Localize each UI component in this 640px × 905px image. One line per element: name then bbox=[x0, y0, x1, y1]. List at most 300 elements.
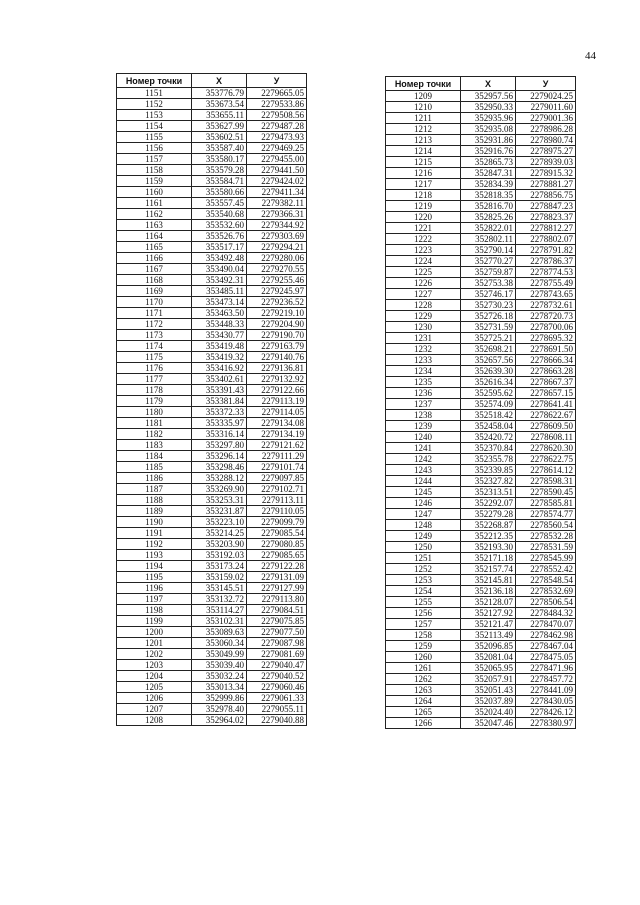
table-row bbox=[386, 157, 576, 168]
y-cell: 2278545.99 bbox=[516, 553, 576, 564]
page-number: 44 bbox=[585, 50, 596, 62]
point-number-cell: 1196 bbox=[117, 583, 192, 594]
x-cell: 353159.02 bbox=[192, 572, 247, 583]
y-cell: 2279127.99 bbox=[247, 583, 307, 594]
table-row bbox=[117, 462, 307, 473]
point-number-cell: 1257 bbox=[386, 619, 461, 630]
table-row bbox=[386, 190, 576, 201]
x-cell: 352802.11 bbox=[461, 234, 516, 245]
x-cell: 352096.85 bbox=[461, 641, 516, 652]
table-row bbox=[117, 429, 307, 440]
x-cell: 352037.89 bbox=[461, 696, 516, 707]
table-row bbox=[386, 113, 576, 124]
point-number-cell: 1212 bbox=[386, 124, 461, 135]
x-cell: 353039.40 bbox=[192, 660, 247, 671]
table-row bbox=[117, 253, 307, 264]
y-cell: 2279190.70 bbox=[247, 330, 307, 341]
table-row bbox=[386, 663, 576, 674]
x-cell: 352816.70 bbox=[461, 201, 516, 212]
y-cell: 2279236.52 bbox=[247, 297, 307, 308]
x-cell: 353372.33 bbox=[192, 407, 247, 418]
x-cell: 353296.14 bbox=[192, 451, 247, 462]
x-cell: 352818.35 bbox=[461, 190, 516, 201]
y-cell: 2278812.27 bbox=[516, 223, 576, 234]
table-row bbox=[386, 168, 576, 179]
x-cell: 353419.32 bbox=[192, 352, 247, 363]
y-cell: 2278975.27 bbox=[516, 146, 576, 157]
point-number-cell: 1266 bbox=[386, 718, 461, 729]
x-cell: 353776.79 bbox=[192, 88, 247, 99]
x-cell: 353673.54 bbox=[192, 99, 247, 110]
table-header-row bbox=[386, 77, 576, 91]
x-cell: 352978.40 bbox=[192, 704, 247, 715]
table-row bbox=[117, 506, 307, 517]
point-number-cell: 1188 bbox=[117, 495, 192, 506]
table-row bbox=[386, 432, 576, 443]
table-row bbox=[386, 212, 576, 223]
table-row bbox=[117, 473, 307, 484]
table-row bbox=[117, 99, 307, 110]
point-number-cell: 1245 bbox=[386, 487, 461, 498]
point-number-cell: 1262 bbox=[386, 674, 461, 685]
x-cell: 353587.40 bbox=[192, 143, 247, 154]
table-row bbox=[117, 143, 307, 154]
x-cell: 352136.18 bbox=[461, 586, 516, 597]
y-cell: 2279101.74 bbox=[247, 462, 307, 473]
point-number-cell: 1205 bbox=[117, 682, 192, 693]
table-row bbox=[386, 201, 576, 212]
y-cell: 2278552.42 bbox=[516, 564, 576, 575]
point-number-cell: 1221 bbox=[386, 223, 461, 234]
x-cell: 352935.96 bbox=[461, 113, 516, 124]
x-cell: 353013.34 bbox=[192, 682, 247, 693]
header-point-number: Номер точки bbox=[386, 77, 461, 91]
y-cell: 2279114.05 bbox=[247, 407, 307, 418]
table-row bbox=[117, 583, 307, 594]
point-number-cell: 1160 bbox=[117, 187, 192, 198]
x-cell: 353288.12 bbox=[192, 473, 247, 484]
point-number-cell: 1204 bbox=[117, 671, 192, 682]
point-number-cell: 1157 bbox=[117, 154, 192, 165]
y-cell: 2278590.45 bbox=[516, 487, 576, 498]
point-number-cell: 1162 bbox=[117, 209, 192, 220]
table-row bbox=[386, 707, 576, 718]
x-cell: 353253.31 bbox=[192, 495, 247, 506]
table-row bbox=[386, 245, 576, 256]
point-number-cell: 1187 bbox=[117, 484, 192, 495]
x-cell: 353203.90 bbox=[192, 539, 247, 550]
y-cell: 2278622.75 bbox=[516, 454, 576, 465]
table-row bbox=[386, 696, 576, 707]
x-cell: 352157.74 bbox=[461, 564, 516, 575]
x-cell: 353602.51 bbox=[192, 132, 247, 143]
y-cell: 2279469.25 bbox=[247, 143, 307, 154]
point-number-cell: 1261 bbox=[386, 663, 461, 674]
point-number-cell: 1191 bbox=[117, 528, 192, 539]
y-cell: 2279366.31 bbox=[247, 209, 307, 220]
y-cell: 2279533.86 bbox=[247, 99, 307, 110]
x-cell: 352964.02 bbox=[192, 715, 247, 726]
y-cell: 2279280.06 bbox=[247, 253, 307, 264]
point-number-cell: 1201 bbox=[117, 638, 192, 649]
x-cell: 353402.61 bbox=[192, 374, 247, 385]
y-cell: 2278881.27 bbox=[516, 179, 576, 190]
table-row bbox=[386, 718, 576, 729]
y-cell: 2279255.46 bbox=[247, 275, 307, 286]
x-cell: 352595.62 bbox=[461, 388, 516, 399]
point-number-cell: 1246 bbox=[386, 498, 461, 509]
point-number-cell: 1174 bbox=[117, 341, 192, 352]
table-row bbox=[117, 319, 307, 330]
point-number-cell: 1206 bbox=[117, 693, 192, 704]
table-row bbox=[117, 286, 307, 297]
table-row bbox=[117, 704, 307, 715]
point-number-cell: 1242 bbox=[386, 454, 461, 465]
table-row bbox=[117, 396, 307, 407]
y-cell: 2278470.07 bbox=[516, 619, 576, 630]
table-row bbox=[386, 630, 576, 641]
table-row bbox=[386, 102, 576, 113]
point-number-cell: 1241 bbox=[386, 443, 461, 454]
x-cell: 352847.31 bbox=[461, 168, 516, 179]
table-row bbox=[117, 484, 307, 495]
table-row bbox=[386, 91, 576, 102]
y-cell: 2278484.32 bbox=[516, 608, 576, 619]
point-number-cell: 1256 bbox=[386, 608, 461, 619]
x-cell: 353114.27 bbox=[192, 605, 247, 616]
x-cell: 352268.87 bbox=[461, 520, 516, 531]
y-cell: 2278548.54 bbox=[516, 575, 576, 586]
x-cell: 352292.07 bbox=[461, 498, 516, 509]
coordinates-table-right bbox=[385, 76, 576, 729]
x-cell: 353532.60 bbox=[192, 220, 247, 231]
header-x: X bbox=[192, 74, 247, 88]
x-cell: 352420.72 bbox=[461, 432, 516, 443]
point-number-cell: 1229 bbox=[386, 311, 461, 322]
x-cell: 353032.24 bbox=[192, 671, 247, 682]
table-row bbox=[117, 231, 307, 242]
point-number-cell: 1248 bbox=[386, 520, 461, 531]
point-number-cell: 1171 bbox=[117, 308, 192, 319]
y-cell: 2279085.54 bbox=[247, 528, 307, 539]
table-row bbox=[386, 311, 576, 322]
point-number-cell: 1184 bbox=[117, 451, 192, 462]
table-row bbox=[117, 550, 307, 561]
y-cell: 2278939.03 bbox=[516, 157, 576, 168]
table-row bbox=[117, 209, 307, 220]
point-number-cell: 1159 bbox=[117, 176, 192, 187]
x-cell: 353049.99 bbox=[192, 649, 247, 660]
y-cell: 2279113.19 bbox=[247, 396, 307, 407]
x-cell: 352657.56 bbox=[461, 355, 516, 366]
x-cell: 353381.84 bbox=[192, 396, 247, 407]
point-number-cell: 1209 bbox=[386, 91, 461, 102]
x-cell: 352822.01 bbox=[461, 223, 516, 234]
x-cell: 352726.18 bbox=[461, 311, 516, 322]
y-cell: 2279131.09 bbox=[247, 572, 307, 583]
point-number-cell: 1260 bbox=[386, 652, 461, 663]
x-cell: 353584.71 bbox=[192, 176, 247, 187]
x-cell: 353492.48 bbox=[192, 253, 247, 264]
table-row bbox=[117, 264, 307, 275]
y-cell: 2279011.60 bbox=[516, 102, 576, 113]
table-row bbox=[117, 187, 307, 198]
x-cell: 353102.31 bbox=[192, 616, 247, 627]
x-cell: 352127.92 bbox=[461, 608, 516, 619]
y-cell: 2279080.85 bbox=[247, 539, 307, 550]
y-cell: 2278475.05 bbox=[516, 652, 576, 663]
table-row bbox=[117, 220, 307, 231]
y-cell: 2278574.77 bbox=[516, 509, 576, 520]
table-row bbox=[117, 649, 307, 660]
table-row bbox=[386, 465, 576, 476]
point-number-cell: 1176 bbox=[117, 363, 192, 374]
x-cell: 353627.99 bbox=[192, 121, 247, 132]
x-cell: 352121.47 bbox=[461, 619, 516, 630]
point-number-cell: 1195 bbox=[117, 572, 192, 583]
y-cell: 2278802.07 bbox=[516, 234, 576, 245]
x-cell: 353269.90 bbox=[192, 484, 247, 495]
y-cell: 2278426.12 bbox=[516, 707, 576, 718]
x-cell: 353580.66 bbox=[192, 187, 247, 198]
x-cell: 352935.08 bbox=[461, 124, 516, 135]
x-cell: 352746.17 bbox=[461, 289, 516, 300]
point-number-cell: 1167 bbox=[117, 264, 192, 275]
y-cell: 2279487.28 bbox=[247, 121, 307, 132]
y-cell: 2279111.29 bbox=[247, 451, 307, 462]
point-number-cell: 1219 bbox=[386, 201, 461, 212]
y-cell: 2279245.97 bbox=[247, 286, 307, 297]
point-number-cell: 1190 bbox=[117, 517, 192, 528]
x-cell: 352081.04 bbox=[461, 652, 516, 663]
x-cell: 353526.76 bbox=[192, 231, 247, 242]
table-row bbox=[386, 553, 576, 564]
table-header-row bbox=[117, 74, 307, 88]
x-cell: 352725.21 bbox=[461, 333, 516, 344]
x-cell: 353145.51 bbox=[192, 583, 247, 594]
table-row bbox=[117, 363, 307, 374]
point-number-cell: 1155 bbox=[117, 132, 192, 143]
y-cell: 2278608.11 bbox=[516, 432, 576, 443]
table-row bbox=[386, 322, 576, 333]
point-number-cell: 1240 bbox=[386, 432, 461, 443]
table-row bbox=[117, 671, 307, 682]
point-number-cell: 1224 bbox=[386, 256, 461, 267]
y-cell: 2278620.30 bbox=[516, 443, 576, 454]
coordinates-table-left bbox=[116, 73, 307, 726]
table-row bbox=[386, 234, 576, 245]
y-cell: 2278823.37 bbox=[516, 212, 576, 223]
table-row bbox=[117, 308, 307, 319]
point-number-cell: 1151 bbox=[117, 88, 192, 99]
table-row bbox=[117, 132, 307, 143]
table-row bbox=[386, 498, 576, 509]
y-cell: 2278755.49 bbox=[516, 278, 576, 289]
point-number-cell: 1178 bbox=[117, 385, 192, 396]
table-row bbox=[117, 407, 307, 418]
point-number-cell: 1225 bbox=[386, 267, 461, 278]
x-cell: 352730.23 bbox=[461, 300, 516, 311]
x-cell: 352639.30 bbox=[461, 366, 516, 377]
point-number-cell: 1216 bbox=[386, 168, 461, 179]
y-cell: 2278471.96 bbox=[516, 663, 576, 674]
y-cell: 2279060.46 bbox=[247, 682, 307, 693]
x-cell: 352355.78 bbox=[461, 454, 516, 465]
y-cell: 2278585.81 bbox=[516, 498, 576, 509]
table-row bbox=[386, 124, 576, 135]
point-number-cell: 1210 bbox=[386, 102, 461, 113]
x-cell: 353223.10 bbox=[192, 517, 247, 528]
point-number-cell: 1198 bbox=[117, 605, 192, 616]
table-row bbox=[386, 476, 576, 487]
table-row bbox=[117, 385, 307, 396]
table-row bbox=[386, 300, 576, 311]
y-cell: 2279102.71 bbox=[247, 484, 307, 495]
table-row bbox=[117, 528, 307, 539]
y-cell: 2279024.25 bbox=[516, 91, 576, 102]
y-cell: 2278457.72 bbox=[516, 674, 576, 685]
table-row bbox=[117, 374, 307, 385]
x-cell: 352518.42 bbox=[461, 410, 516, 421]
point-number-cell: 1185 bbox=[117, 462, 192, 473]
point-number-cell: 1220 bbox=[386, 212, 461, 223]
x-cell: 352193.30 bbox=[461, 542, 516, 553]
y-cell: 2279099.79 bbox=[247, 517, 307, 528]
x-cell: 353430.77 bbox=[192, 330, 247, 341]
y-cell: 2279270.55 bbox=[247, 264, 307, 275]
y-cell: 2278609.50 bbox=[516, 421, 576, 432]
table-row bbox=[117, 154, 307, 165]
y-cell: 2279077.50 bbox=[247, 627, 307, 638]
point-number-cell: 1217 bbox=[386, 179, 461, 190]
point-number-cell: 1231 bbox=[386, 333, 461, 344]
table-row bbox=[117, 341, 307, 352]
table-row bbox=[117, 605, 307, 616]
y-cell: 2278695.32 bbox=[516, 333, 576, 344]
point-number-cell: 1175 bbox=[117, 352, 192, 363]
y-cell: 2279134.19 bbox=[247, 429, 307, 440]
x-cell: 353419.48 bbox=[192, 341, 247, 352]
y-cell: 2279219.10 bbox=[247, 308, 307, 319]
y-cell: 2279055.11 bbox=[247, 704, 307, 715]
x-cell: 353089.63 bbox=[192, 627, 247, 638]
x-cell: 352065.95 bbox=[461, 663, 516, 674]
y-cell: 2279132.92 bbox=[247, 374, 307, 385]
table-row bbox=[386, 278, 576, 289]
table-row bbox=[386, 509, 576, 520]
y-cell: 2278791.82 bbox=[516, 245, 576, 256]
y-cell: 2278915.32 bbox=[516, 168, 576, 179]
y-cell: 2279122.66 bbox=[247, 385, 307, 396]
y-cell: 2279040.47 bbox=[247, 660, 307, 671]
table-row bbox=[117, 660, 307, 671]
x-cell: 352047.46 bbox=[461, 718, 516, 729]
table-row bbox=[386, 586, 576, 597]
point-number-cell: 1161 bbox=[117, 198, 192, 209]
y-cell: 2279134.08 bbox=[247, 418, 307, 429]
y-cell: 2279121.62 bbox=[247, 440, 307, 451]
x-cell: 353517.17 bbox=[192, 242, 247, 253]
table-row bbox=[117, 616, 307, 627]
table-row bbox=[117, 275, 307, 286]
table-row bbox=[117, 440, 307, 451]
point-number-cell: 1227 bbox=[386, 289, 461, 300]
point-number-cell: 1235 bbox=[386, 377, 461, 388]
table-row bbox=[386, 355, 576, 366]
point-number-cell: 1153 bbox=[117, 110, 192, 121]
table-row bbox=[117, 715, 307, 726]
table-row bbox=[117, 165, 307, 176]
table-row bbox=[386, 520, 576, 531]
y-cell: 2279136.81 bbox=[247, 363, 307, 374]
x-cell: 352916.76 bbox=[461, 146, 516, 157]
y-cell: 2279040.52 bbox=[247, 671, 307, 682]
x-cell: 352834.39 bbox=[461, 179, 516, 190]
header-y: У bbox=[247, 74, 307, 88]
point-number-cell: 1252 bbox=[386, 564, 461, 575]
point-number-cell: 1250 bbox=[386, 542, 461, 553]
point-number-cell: 1208 bbox=[117, 715, 192, 726]
point-number-cell: 1254 bbox=[386, 586, 461, 597]
point-number-cell: 1172 bbox=[117, 319, 192, 330]
y-cell: 2279081.69 bbox=[247, 649, 307, 660]
point-number-cell: 1203 bbox=[117, 660, 192, 671]
table-row bbox=[386, 619, 576, 630]
y-cell: 2279508.56 bbox=[247, 110, 307, 121]
table-row bbox=[386, 454, 576, 465]
y-cell: 2278531.59 bbox=[516, 542, 576, 553]
point-number-cell: 1163 bbox=[117, 220, 192, 231]
y-cell: 2279441.50 bbox=[247, 165, 307, 176]
x-cell: 352999.86 bbox=[192, 693, 247, 704]
x-cell: 353132.72 bbox=[192, 594, 247, 605]
y-cell: 2279163.79 bbox=[247, 341, 307, 352]
point-number-cell: 1193 bbox=[117, 550, 192, 561]
table-row bbox=[386, 289, 576, 300]
x-cell: 352957.56 bbox=[461, 91, 516, 102]
table-row bbox=[117, 418, 307, 429]
y-cell: 2278441.09 bbox=[516, 685, 576, 696]
x-cell: 352024.40 bbox=[461, 707, 516, 718]
y-cell: 2279424.02 bbox=[247, 176, 307, 187]
y-cell: 2278598.31 bbox=[516, 476, 576, 487]
y-cell: 2278691.50 bbox=[516, 344, 576, 355]
table-row bbox=[117, 495, 307, 506]
table-row bbox=[117, 594, 307, 605]
x-cell: 352327.82 bbox=[461, 476, 516, 487]
x-cell: 353214.25 bbox=[192, 528, 247, 539]
y-cell: 2279140.76 bbox=[247, 352, 307, 363]
point-number-cell: 1194 bbox=[117, 561, 192, 572]
point-number-cell: 1154 bbox=[117, 121, 192, 132]
table-row bbox=[386, 388, 576, 399]
table-row bbox=[117, 627, 307, 638]
y-cell: 2278743.65 bbox=[516, 289, 576, 300]
x-cell: 353391.43 bbox=[192, 385, 247, 396]
y-cell: 2279113.80 bbox=[247, 594, 307, 605]
table-row bbox=[386, 575, 576, 586]
x-cell: 353485.11 bbox=[192, 286, 247, 297]
table-row bbox=[117, 561, 307, 572]
point-number-cell: 1164 bbox=[117, 231, 192, 242]
y-cell: 2278856.75 bbox=[516, 190, 576, 201]
table-row bbox=[117, 330, 307, 341]
table-row bbox=[386, 146, 576, 157]
point-number-cell: 1238 bbox=[386, 410, 461, 421]
table-row bbox=[117, 176, 307, 187]
y-cell: 2278641.41 bbox=[516, 399, 576, 410]
x-cell: 353492.31 bbox=[192, 275, 247, 286]
